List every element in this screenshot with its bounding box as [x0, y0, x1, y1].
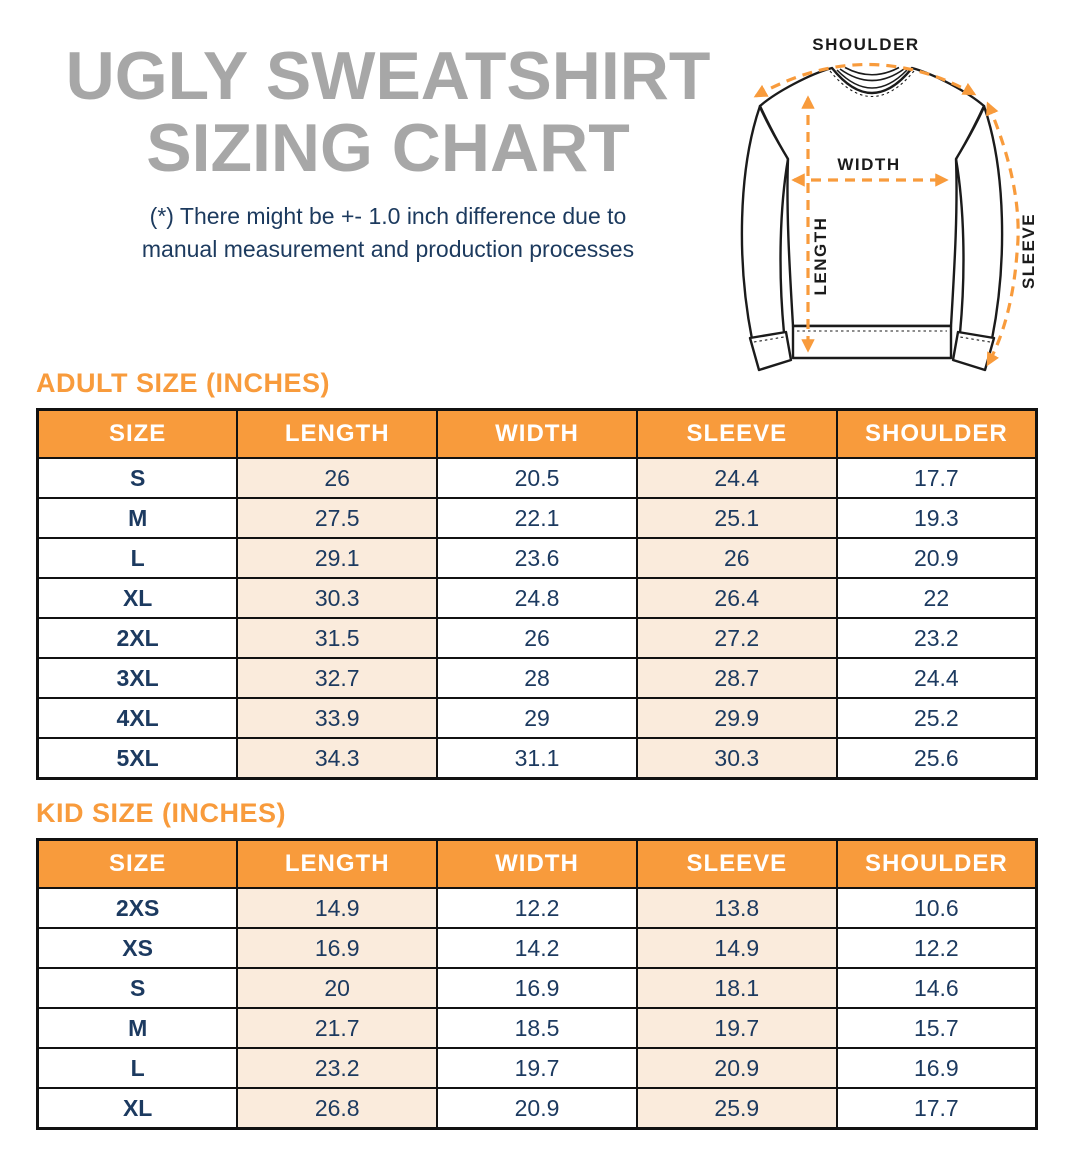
cell-sleeve: 18.1 — [637, 968, 837, 1008]
table-row — [38, 888, 1037, 928]
cell-shoulder: 19.3 — [837, 498, 1037, 538]
cell-shoulder: 23.2 — [837, 618, 1037, 658]
table-row — [38, 1088, 1037, 1129]
disclaimer-line2: manual measurement and production processes — [141, 235, 635, 262]
cell-sleeve: 24.4 — [637, 458, 837, 498]
cell-size: XL — [38, 578, 238, 618]
cell-sleeve: 19.7 — [637, 1008, 837, 1048]
column-header-sleeve: SLEEVE — [637, 410, 837, 459]
cell-width: 22.1 — [437, 498, 637, 538]
adult-section-heading: ADULT SIZE (INCHES) — [36, 368, 330, 398]
cell-length: 27.5 — [237, 498, 437, 538]
cell-shoulder: 25.2 — [837, 698, 1037, 738]
table-row — [38, 538, 1037, 578]
cell-width: 23.6 — [437, 538, 637, 578]
cell-size: 5XL — [38, 738, 238, 779]
page-title — [36, 38, 740, 187]
table-row — [38, 498, 1037, 538]
cell-width: 24.8 — [437, 578, 637, 618]
cell-size: M — [38, 498, 238, 538]
cell-sleeve: 26 — [637, 538, 837, 578]
cell-length: 21.7 — [237, 1008, 437, 1048]
cell-shoulder: 22 — [837, 578, 1037, 618]
length-label: LENGTH — [811, 216, 830, 296]
cell-shoulder: 15.7 — [837, 1008, 1037, 1048]
cell-width: 12.2 — [437, 888, 637, 928]
column-header-length: LENGTH — [237, 840, 437, 889]
table-row — [38, 618, 1037, 658]
cell-width: 19.7 — [437, 1048, 637, 1088]
column-header-width: WIDTH — [437, 840, 637, 889]
cell-width: 20.5 — [437, 458, 637, 498]
cell-sleeve: 28.7 — [637, 658, 837, 698]
sleeve-label: SLEEVE — [1019, 212, 1038, 290]
disclaimer-line1: (*) There might be +- 1.0 inch difference due to — [149, 203, 627, 230]
shoulder-label: SHOULDER — [812, 35, 920, 54]
cell-length: 20 — [237, 968, 437, 1008]
cell-size: S — [38, 968, 238, 1008]
cell-length: 26.8 — [237, 1088, 437, 1129]
header-row — [38, 410, 1037, 459]
hero-section — [36, 0, 1038, 368]
cell-length: 16.9 — [237, 928, 437, 968]
disclaimer-text — [36, 200, 740, 265]
hero-text-block — [36, 0, 740, 265]
cell-shoulder: 12.2 — [837, 928, 1037, 968]
page-title-line1: UGLY SWEATSHIRT — [65, 38, 711, 114]
cell-length: 23.2 — [237, 1048, 437, 1088]
cell-length: 26 — [237, 458, 437, 498]
cell-shoulder: 24.4 — [837, 658, 1037, 698]
page-title-line2: SIZING CHART — [146, 110, 630, 187]
table-row — [38, 658, 1037, 698]
cell-size: 2XL — [38, 618, 238, 658]
cell-size: 3XL — [38, 658, 238, 698]
cell-shoulder: 20.9 — [837, 538, 1037, 578]
cell-length: 34.3 — [237, 738, 437, 779]
table-row — [38, 578, 1037, 618]
column-header-shoulder: SHOULDER — [837, 410, 1037, 459]
width-label: WIDTH — [837, 155, 901, 174]
cell-width: 14.2 — [437, 928, 637, 968]
cell-width: 20.9 — [437, 1088, 637, 1129]
header-row — [38, 840, 1037, 889]
cell-width: 18.5 — [437, 1008, 637, 1048]
table-row — [38, 1048, 1037, 1088]
cell-shoulder: 17.7 — [837, 458, 1037, 498]
sweatshirt-diagram — [720, 8, 1064, 388]
adult-size-table — [36, 408, 1038, 780]
table-row — [38, 698, 1037, 738]
cell-width: 28 — [437, 658, 637, 698]
cell-sleeve: 14.9 — [637, 928, 837, 968]
column-header-sleeve: SLEEVE — [637, 840, 837, 889]
cell-size: S — [38, 458, 238, 498]
cell-length: 33.9 — [237, 698, 437, 738]
table-row — [38, 738, 1037, 779]
cell-shoulder: 25.6 — [837, 738, 1037, 779]
cell-sleeve: 26.4 — [637, 578, 837, 618]
kid-section-heading: KID SIZE (INCHES) — [36, 798, 287, 828]
cell-width: 31.1 — [437, 738, 637, 779]
cell-length: 30.3 — [237, 578, 437, 618]
column-header-size: SIZE — [38, 410, 238, 459]
cell-width: 16.9 — [437, 968, 637, 1008]
table-row — [38, 928, 1037, 968]
cell-size: L — [38, 1048, 238, 1088]
cell-width: 29 — [437, 698, 637, 738]
column-header-size: SIZE — [38, 840, 238, 889]
cell-sleeve: 27.2 — [637, 618, 837, 658]
table-row — [38, 968, 1037, 1008]
cell-size: 4XL — [38, 698, 238, 738]
cell-sleeve: 25.1 — [637, 498, 837, 538]
cell-sleeve: 25.9 — [637, 1088, 837, 1129]
cell-length: 31.5 — [237, 618, 437, 658]
cell-shoulder: 10.6 — [837, 888, 1037, 928]
cell-size: M — [38, 1008, 238, 1048]
column-header-width: WIDTH — [437, 410, 637, 459]
cell-length: 29.1 — [237, 538, 437, 578]
cell-size: 2XS — [38, 888, 238, 928]
cell-sleeve: 29.9 — [637, 698, 837, 738]
cell-shoulder: 14.6 — [837, 968, 1037, 1008]
table-row — [38, 1008, 1037, 1048]
cell-sleeve: 13.8 — [637, 888, 837, 928]
sweatshirt-diagram-svg — [720, 8, 1064, 388]
cell-shoulder: 17.7 — [837, 1088, 1037, 1129]
cell-sleeve: 20.9 — [637, 1048, 837, 1088]
cell-size: XL — [38, 1088, 238, 1129]
column-header-shoulder: SHOULDER — [837, 840, 1037, 889]
cell-length: 32.7 — [237, 658, 437, 698]
cell-size: L — [38, 538, 238, 578]
cell-size: XS — [38, 928, 238, 968]
column-header-length: LENGTH — [237, 410, 437, 459]
cell-width: 26 — [437, 618, 637, 658]
cell-shoulder: 16.9 — [837, 1048, 1037, 1088]
kid-size-table — [36, 838, 1038, 1130]
sweatshirt-outline — [742, 68, 1002, 371]
table-row — [38, 458, 1037, 498]
cell-sleeve: 30.3 — [637, 738, 837, 779]
cell-length: 14.9 — [237, 888, 437, 928]
